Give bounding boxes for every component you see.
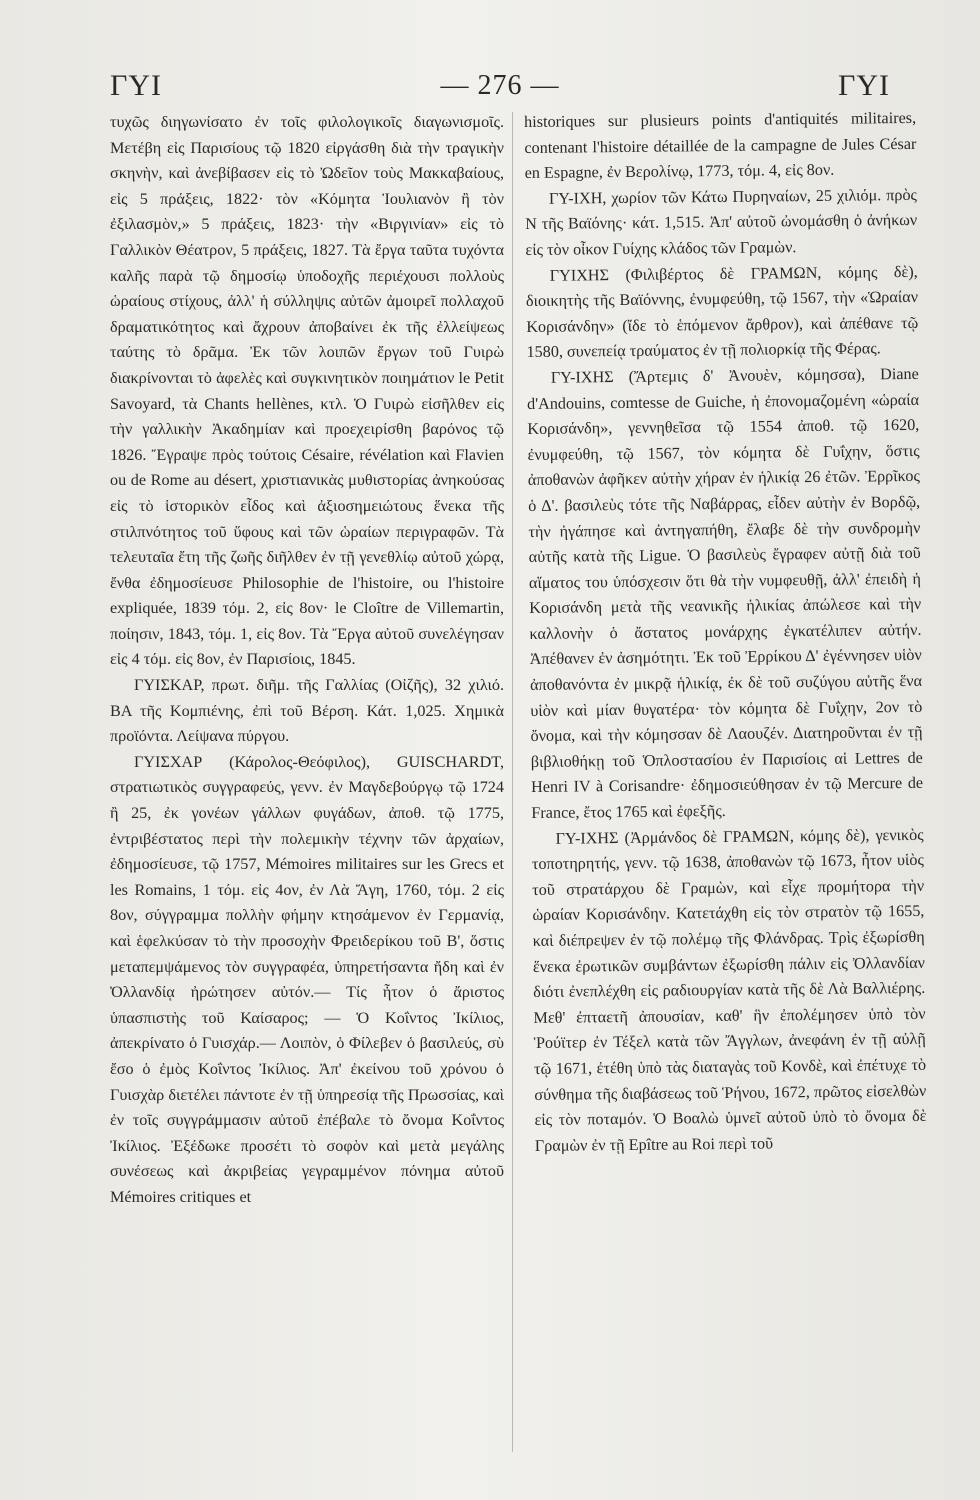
- left-entry-guiraud-continued: τυχῶς διηγωνίσατο ἐν τοῖς φιλολογικοῖς διαγωνισμοῖς. Μετέβη εἰς Παρισίους τῷ 1820 εἰργάσθη διὰ τὴν τραγικὴν σκηνὴν, καὶ ἀνεβίβασεν εἰς τὸ Ὠδεῖον τοὺς Μακκαβαίους, εἰς 5 πράξεις, 1822· τὸν «Κόμητα Ἰουλιανὸν ἢ τὸν ἐξιλασμὸν,» 5 πράξεις, 1823· τὴν «Βιργινίαν» εἰς τὸ Γαλλικὸν Θέατρον, 5 πράξεις, 1827. Τὰ ἔργα ταῦτα τυχόντα καλῆς παρὰ τῷ δημοσίῳ ὑποδοχῆς περιέχουσι πολλοὺς ὡραίους στίχους, ἀλλ' ἡ σύλληψις αὐτῶν ἀμοιρεῖ πολλαχοῦ δραματικότητος καὶ ἄχρουν ἀποβαίνει ἐκ τῆς ἐλλείψεως ταύτης τὸ δρᾶμα. Ἐκ τῶν λοιπῶν ἔργων τοῦ Γυιρὼ διακρίνονται τὸ ἀφελὲς καὶ συγκινητικὸν ποιημάτιον le Petit Savoyard, τὰ Chants hellènes, κτλ. Ὁ Γυιρὼ εἰσῆλθεν εἰς τὴν γαλλικὴν Ἀκαδημίαν καὶ προεχειρίσθη βαρόνος τῷ 1826. Ἔγραψε πρὸς τούτοις Césaire, révélation καὶ Flavien ou de Rome au désert, χριστιανικὰς μυθιστορίας ἀνηκούσας εἰς τὸ ἱστορικὸν εἶδος καὶ ἀξιοσημειώτους ἕνεκα τῆς στιλπνότητος τοῦ ὕφους καὶ τῶν ὡραίων περιγραφῶν. Τὰ τελευταῖα ἔτη τῆς ζωῆς διῆλθεν ἐν τῇ γενεθλίῳ αὐτοῦ χώρᾳ, ἔνθα ἐδημοσίευσε Philosophie de l'histoire, ou l'histoire expliquée, 1839 τόμ. 2, εἰς 8ον· le Cloître de Villemartin, ποίησιν, 1843, τόμ. 1, εἰς 8ον. Τὰ Ἔργα αὐτοῦ συνελέγησαν εἰς 4 τόμ. εἰς 8ον, ἐν Παρισίοις, 1845.: [110, 113, 504, 669]
- running-header: [110, 66, 890, 106]
- page-number: — 276 —: [440, 70, 560, 101]
- right-entry-guiche-philibert: ΓΥΙΧΗΣ (Φιλιβέρτος δὲ ΓΡΑΜΩΝ, κόμης δὲ), διοικητὴς τῆς Βαϊόννης, ἐνυμφεύθη, τῷ 1567, τὴν «Ὡραίαν Κορισάνδην» (ἴδε τὸ ἑπόμενον ἄρθρον), καὶ ἀπέθανε τῷ 1580, συνεπείᾳ τραύματος ἐν τῇ πολιορκίᾳ τῆς Φέρας.: [525, 262, 919, 362]
- left-headword: ΓΥΙ: [110, 69, 162, 102]
- right-entry-guiche-village: ΓΥ-ΙΧΗ, χωρίον τῶν Κάτω Πυρηναίων, 25 χιλιόμ. πρὸς Ν τῆς Βαϊόνης· κάτ. 1,515. Ἀπ' αὐτοῦ ὠνομάσθη ὁ ἀνήκων εἰς τὸν οἶκον Γυίχης κλάδος τῶν Γραμὼν.: [525, 185, 918, 259]
- right-headword: ΓΥΙ: [838, 69, 890, 102]
- right-entry-guischard-continued: historiques sur plusieurs points d'antiquités militaires, contenant l'histoire détaillée de la campagne de Jules César en Espagne, ἐν Βερολίνῳ, 1773, τόμ. 4, εἰς 8ον.: [524, 108, 917, 183]
- left-entry-guischard: ΓΥΙΣΧΑΡ (Κάρολος-Θεόφιλος), GUISCHARDT, στρατιωτικὸς συγγραφεύς, γενν. ἐν Μαγδεβούργῳ τῷ 1724 ἢ 25, ἐκ γονέων γάλλων φυγάδων, ἀποθ. τῷ 1775, ἐντριβέστατος περὶ τὴν πολεμικὴν τέχνην τῶν ἀρχαίων, ἐδημοσίευσε, τῷ 1757, Mémoires militaires sur les Grecs et les Romains, 1 τόμ. εἰς 4ον, ἐν Λὰ Ἄγη, 1760, τόμ. 2 εἰς 8ον, σύγγραμμα πολλὴν φήμην κτησάμενον ἐν Γερμανίᾳ, καὶ ἑφελκύσαν τὸ τὴν προσοχὴν Φρειδερίκου τοῦ Β', ὅστις μεταπεμψάμενος τὸν συγγραφέα, ὑπηρετήσαντα ἤδη καὶ ἐν Ὀλλανδίᾳ ἠρώτησεν αὐτόν.— Τίς ἦτον ὁ ἄριστος ὑπασπιστὴς τοῦ Καίσαρος; — Ὁ Κοΐντος Ἰκίλιος, ἀπεκρίνατο ὁ Γυισχάρ.— Λοιπὸν, ὁ Φίλεβεν ὁ βασιλεύς, σὺ ἔσο ὁ ἐμὸς Κοΐντος Ἰκίλιος. Ἀπ' ἐκείνου τοῦ χρόνου ὁ Γυισχὰρ διετέλει πάντοτε ἐν τῇ ὑπηρεσίᾳ τῆς Πρωσσίας, καὶ ἐν τοῖς συγγράμμασιν αὐτοῦ ἐπέβαλε τὸ ὄνομα Κοΐντος Ἰκίλιος. Ἐξέδωκε προσέτι τὸ σοφὸν καὶ μετὰ μεγάλης συνέσεως καὶ ἀκριβείας γεγραμμένον πόνημα αὐτοῦ Mémoires critiques et: [110, 752, 504, 1206]
- right-entry-guiche-diane: ΓΥ-ΙΧΗΣ (Ἄρτεμις δ' Ἀνουὲν, κόμησσα), Diane d'Andouins, comtesse de Guiche, ἡ ἐπονομαζομένη «ὡραία Κορισάνδη», γεννηθεῖσα τῷ 1554 ἀποθ. τῷ 1620, ἐνυμφεύθη, τῷ 1567, τὸν κόμητα δὲ Γυΐχην, ὅστις ἀποθανὼν ἀφῆκεν αὐτὴν χήραν ἐν ἡλικίᾳ 26 ἐτῶν. Ἐρρῖκος ὁ Δ'. βασιλεὺς τότε τῆς Ναβάρρας, εἶδεν αὐτὴν ἐν Βορδῷ, τὴν ἠγάπησε καὶ ἀντηγαπήθη, ἔλαβε δὲ τὴν συνδρομὴν αὐτῆς κατὰ τῆς Ligue. Ὁ βασιλεὺς ἔγραφεν αὐτῇ διὰ τοῦ αἵματος του ὑπόσχεσιν ὅτι θὰ τὴν νυμφευθῇ, ἀλλ' ἐπειδὴ ἡ Κορισάνδη μετὰ τῆς νεανικῆς ἡλικίας ἀπώλεσε καὶ τὴν καλλονὴν ὁ ἄστατος μονάρχης ἐγκατέλιπεν αὐτήν. Ἀπέθανεν ἐν ἀσημότητι. Ἐκ τοῦ Ἐρρίκου Δ' ἐγέννησεν υἱὸν ἀποθανόντα ἐν μικρᾷ ἡλικίᾳ, ἐκ δὲ τοῦ συζύγου αὐτῆς ἕνα υἱὸν καὶ μίαν θυγατέρα· τὸν κόμητα δὲ Γυΐχην, 2ον τὸ ὄνομα, καὶ τὴν κόμησσαν δὲ Λαουζέν. Διατηροῦνται ἐν τῇ βιβλιοθήκῃ τοῦ Ὁπλοστασίου ἐν Παρισίοις αἱ Lettres de Henri IV à Corisandre· ἐδημοσιεύθησαν ἐν τῷ Mercure de France, ἔτος 1765 καὶ ἐφεξῆς.: [526, 364, 924, 822]
- left-column: [110, 110, 504, 1211]
- right-entry-guiche-armand: ΓΥ-ΙΧΗΣ (Ἀρμάνδος δὲ ΓΡΑΜΩΝ, κόμης δὲ), γενικὸς τοποτηρητής, γενν. τῷ 1638, ἀποθανὼν τῷ 1673, ἦτον υἱὸς τοῦ στρατάρχου δὲ Γραμὼν, καὶ εἶχε προμήτορα τὴν ὡραίαν Κορισάνδην. Κατετάχθη εἰς τὸν στρατὸν τῷ 1655, καὶ διέπρεψεν ἐν τῷ πολέμῳ τῆς Φλάνδρας. Τρὶς ἐξωρίσθη ἕνεκα ἐρωτικῶν συμβάντων ἐξωρίσθη πάλιν εἰς Ὀλλανδίαν διότι ἐνεπλέχθη εἰς ραδιουργίαν κατὰ τῆς δὲ Λὰ Βαλλιέρης. Μεθ' ἐπταετῆ ἀπουσίαν, καθ' ἣν ἐπολέμησεν ὑπὸ τὸν Ῥούϊτερ ἐν Τέξελ κατὰ τῶν Ἄγγλων, ἀνεφάνη ἐν τῇ αὐλῇ τῷ 1671, ἐτέθη ὑπὸ τὰς διαταγὰς τοῦ Κονδὲ, καὶ ἐπέτυχε τὸ σύνθημα τῆς διαβάσεως τοῦ Ῥήνου, 1672, πρῶτος εἰσελθὼν εἰς τὸν ποταμόν. Ὁ Βοαλὼ ὑμνεῖ αὐτοῦ ὑπὸ τὸ ὄνομα δὲ Γραμὼν ἐν τῇ Epître au Roi περὶ τοῦ: [531, 825, 927, 1155]
- right-column: [524, 106, 927, 1159]
- left-entry-guiscard: ΓΥΙΣΚΑΡ, πρωτ. διῆμ. τῆς Γαλλίας (Οἰζῆς), 32 χιλιό. ΒΑ τῆς Κομπιένης, ἐπὶ τοῦ Βέρση. Κάτ. 1,025. Χημικὰ προϊόντα. Λείψανα πύργου.: [110, 676, 504, 746]
- column-divider: [512, 112, 513, 1452]
